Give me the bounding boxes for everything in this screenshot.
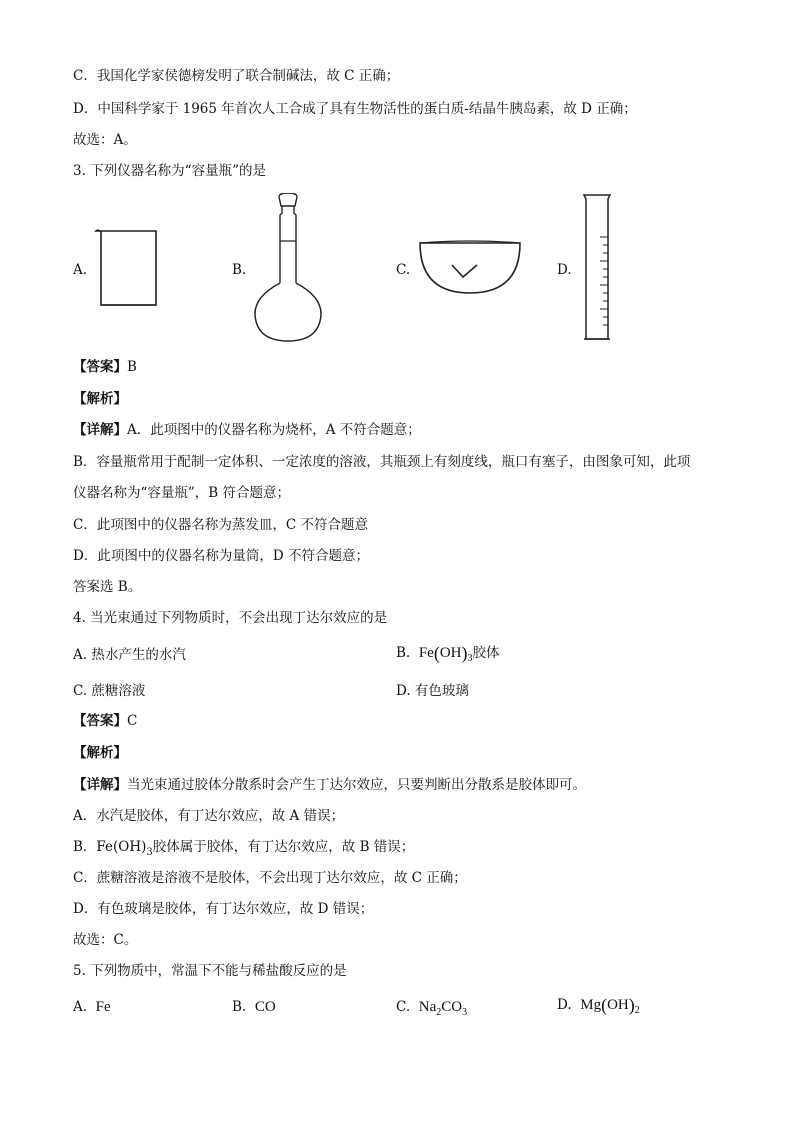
q5-option-a <box>73 998 111 1016</box>
volumetric-flask-figure <box>252 193 324 345</box>
text-line: D．中国科学家于 1965 年首次人工合成了具有生物活性的蛋白质-结晶牛胰岛素，故 D 正确； <box>73 101 637 117</box>
q3-option-b-label: B. <box>232 262 247 278</box>
answer-value: C <box>127 713 138 729</box>
q4-analysis-tag <box>73 744 127 762</box>
q4-answer <box>73 712 137 730</box>
q5-option-c <box>396 998 467 1022</box>
option-label: A. <box>73 999 88 1015</box>
text-line: 故选：A。 <box>73 132 137 148</box>
detail-text: 当光束通过胶体分散系时会产生丁达尔效应，只要判断出分散系是胶体即可。 <box>127 777 586 793</box>
q4-detail-line <box>73 776 586 794</box>
text-line: D．有色玻璃是胶体，有丁达尔效应，故 D 错误； <box>73 901 374 917</box>
detail-tag: 【详解】 <box>73 777 127 793</box>
text-line: D．此项图中的仪器名称为量筒，D 不符合题意； <box>73 548 369 564</box>
q5-option-d <box>557 996 640 1020</box>
text-line: 故选：C。 <box>73 932 138 948</box>
text-line: 答案选 B。 <box>73 579 142 595</box>
evaporating-dish-figure <box>417 237 523 299</box>
analysis-tag: 【解析】 <box>73 391 127 407</box>
q4-option-d: D. 有色玻璃 <box>396 683 469 699</box>
text-line: B．容量瓶常用于配制一定体积、一定浓度的溶液，其瓶颈上有刻度线，瓶口有塞子，由图象可知，此项 <box>73 454 691 470</box>
q3-detail-line <box>73 421 421 439</box>
q5-option-b <box>232 998 276 1016</box>
text-line <box>73 838 414 862</box>
q3-answer <box>73 358 137 376</box>
beaker-figure <box>92 225 162 310</box>
formula <box>418 999 468 1018</box>
text-line: C．蔗糖溶液是溶液不是胶体，不会出现丁达尔效应，故 C 正确； <box>73 870 467 886</box>
question-4-stem: 4. 当光束通过下列物质时，不会出现丁达尔效应的是 <box>73 610 388 626</box>
option-label: D. <box>557 997 572 1013</box>
answer-value: B <box>127 359 137 375</box>
text-part: B．Fe(OH) <box>73 839 147 855</box>
text-line: C．我国化学家侯德榜发明了联合制碱法，故 C 正确； <box>73 68 400 84</box>
formula-element: Mg <box>580 997 602 1013</box>
option-label: B. <box>396 645 411 661</box>
q4-option-c: C. 蔗糖溶液 <box>73 683 146 699</box>
formula: $Fe(OH)_3$ <box>418 643 473 664</box>
formula-subscript: 3 <box>467 653 473 664</box>
q3-option-a-label: A. <box>73 262 88 278</box>
option-label: C. <box>396 999 411 1015</box>
option-label: B. <box>232 999 247 1015</box>
q4-option-a: A. 热水产生的水汽 <box>73 647 186 663</box>
analysis-tag: 【解析】 <box>73 745 127 761</box>
q3-option-c-label: C. <box>396 262 411 278</box>
q4-option-b <box>396 644 499 668</box>
graduated-cylinder-figure <box>580 193 614 345</box>
text-subscript: 3 <box>146 847 153 858</box>
detail-text: A．此项图中的仪器名称为烧杯，A 不符合题意； <box>127 422 421 438</box>
answer-tag: 【答案】 <box>73 713 127 729</box>
question-5-stem: 5. 下列物质中，常温下不能与稀盐酸反应的是 <box>73 963 347 979</box>
text-part: 胶体属于胶体，有丁达尔效应，故 B 错误； <box>152 839 415 855</box>
formula-subscript: 2 <box>436 1007 442 1018</box>
formula-subscript: 2 <box>634 1005 640 1016</box>
formula: CO <box>254 999 276 1015</box>
text-line: A．水汽是胶体，有丁达尔效应，故 A 错误； <box>73 808 345 824</box>
formula-subscript: 3 <box>462 1007 468 1018</box>
formula-group: OH <box>439 645 462 661</box>
q3-analysis-tag <box>73 390 127 408</box>
text-line: C．此项图中的仪器名称为蒸发皿，C 不符合题意 <box>73 517 368 533</box>
detail-tag: 【详解】 <box>73 422 127 438</box>
formula: $Mg(OH)_2$ <box>580 995 640 1016</box>
formula: Fe <box>95 999 111 1015</box>
formula-group: OH <box>607 997 629 1013</box>
answer-tag: 【答案】 <box>73 359 127 375</box>
option-text: 胶体 <box>472 645 500 661</box>
text-line: 仪器名称为“容量瓶”，B 符合题意； <box>73 485 291 501</box>
question-3-stem: 3. 下列仪器名称为“容量瓶”的是 <box>73 163 266 179</box>
formula-element: CO <box>441 999 463 1015</box>
q3-option-d-label: D. <box>557 262 572 278</box>
formula-element: Fe <box>418 645 434 661</box>
formula-element: Na <box>418 999 437 1015</box>
